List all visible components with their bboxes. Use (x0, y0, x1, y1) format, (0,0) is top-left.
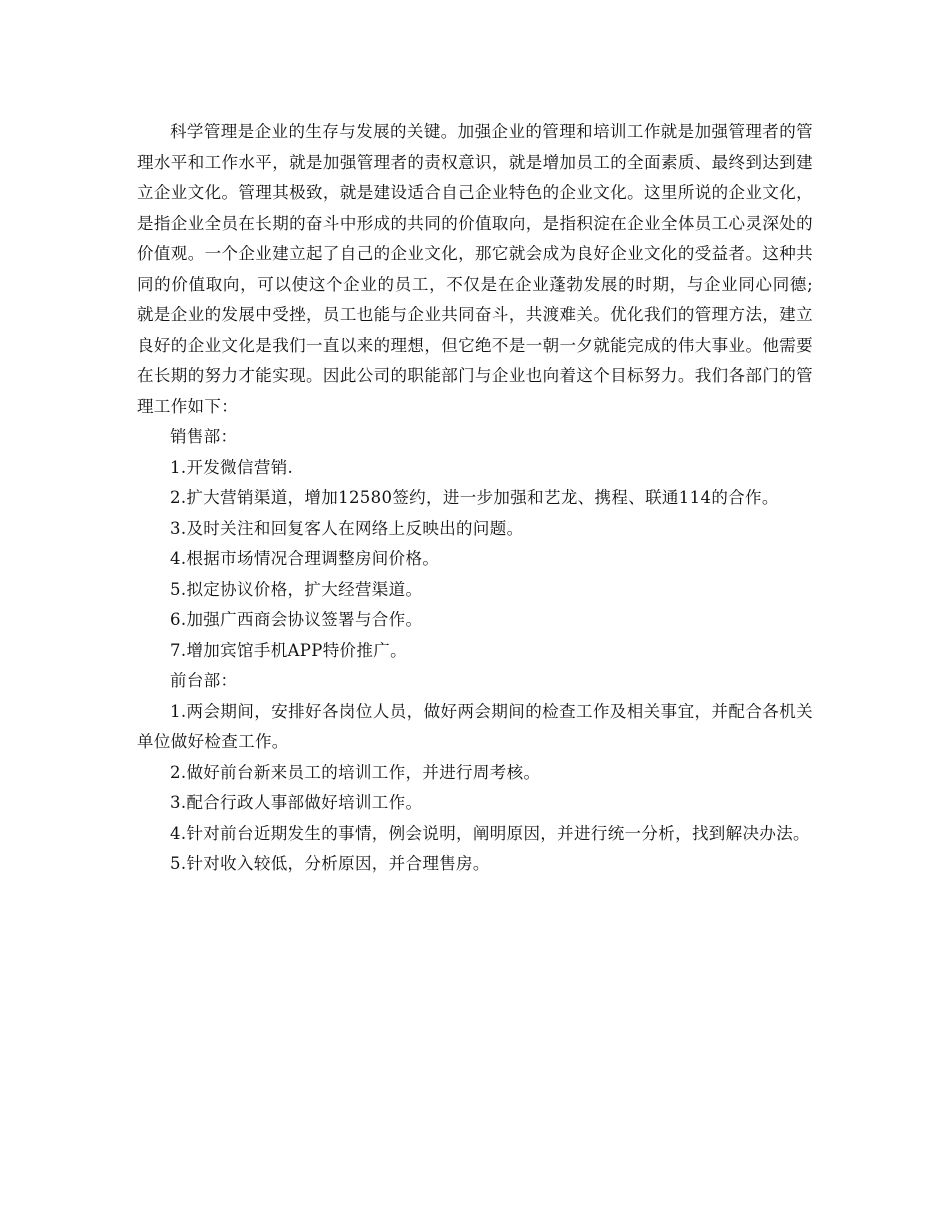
section-heading-front-desk: 前台部： (170, 671, 238, 690)
intro-paragraph: 科学管理是企业的生存与发展的关键。加强企业的管理和培训工作就是加强管理者的管理水平和工作水平，就是加强管理者的责权意识，就是增加员工的全面素质、最终到达到建立企业文化。管理其极致，就是建设适合自己企业特色的企业文化。这里所说的企业文化，是指企业全员在长期的奋斗中形成的共同的价值取向，是指积淀在企业全体员工心灵深处的价值观。一个企业建立起了自己的企业文化，那它就会成为良好企业文化的受益者。这种共同的价值取向，可以使这个企业的员工，不仅是在企业蓬勃发展的时期，与企业同心同德;就是企业的发展中受挫，员工也能与企业共同奋斗，共渡难关。优化我们的管理方法，建立良好的企业文化是我们一直以来的理想，但它绝不是一朝一夕就能完成的伟大事业。他需要在长期的努力才能实现。因此公司的职能部门与企业也向着这个目标努力。我们各部门的管理工作如下： (137, 122, 813, 416)
list-item: 2.扩大营销渠道，增加12580签约，进一步加强和艺龙、携程、联通114的合作。 (170, 488, 779, 507)
list-item: 5.拟定协议价格，扩大经营渠道。 (170, 579, 423, 599)
section-heading-sales: 销售部： (170, 427, 238, 446)
document-page (137, 117, 813, 880)
list-item: 3.配合行政人事部做好培训工作。 (170, 793, 423, 812)
list-item: 2.做好前台新来员工的培训工作，并进行周考核。 (170, 762, 541, 782)
list-item: 1.开发微信营销. (170, 457, 294, 477)
list-item: 3.及时关注和回复客人在网络上反映出的问题。 (170, 518, 524, 538)
list-item: 4.针对前台近期发生的事情，例会说明，阐明原因，并进行统一分析，找到解决办法。 (170, 823, 810, 843)
list-item: 7.增加宾馆手机APP特价推广。 (170, 640, 407, 660)
list-item: 4.根据市场情况合理调整房间价格。 (170, 549, 440, 568)
list-item: 1.两会期间，安排好各岗位人员，做好两会期间的检查工作及相关事宜，并配合各机关单位做好检查工作。 (137, 701, 813, 751)
list-item: 5.针对收入较低，分析原因，并合理售房。 (170, 854, 490, 873)
list-item: 6.加强广西商会协议签署与合作。 (170, 610, 423, 629)
